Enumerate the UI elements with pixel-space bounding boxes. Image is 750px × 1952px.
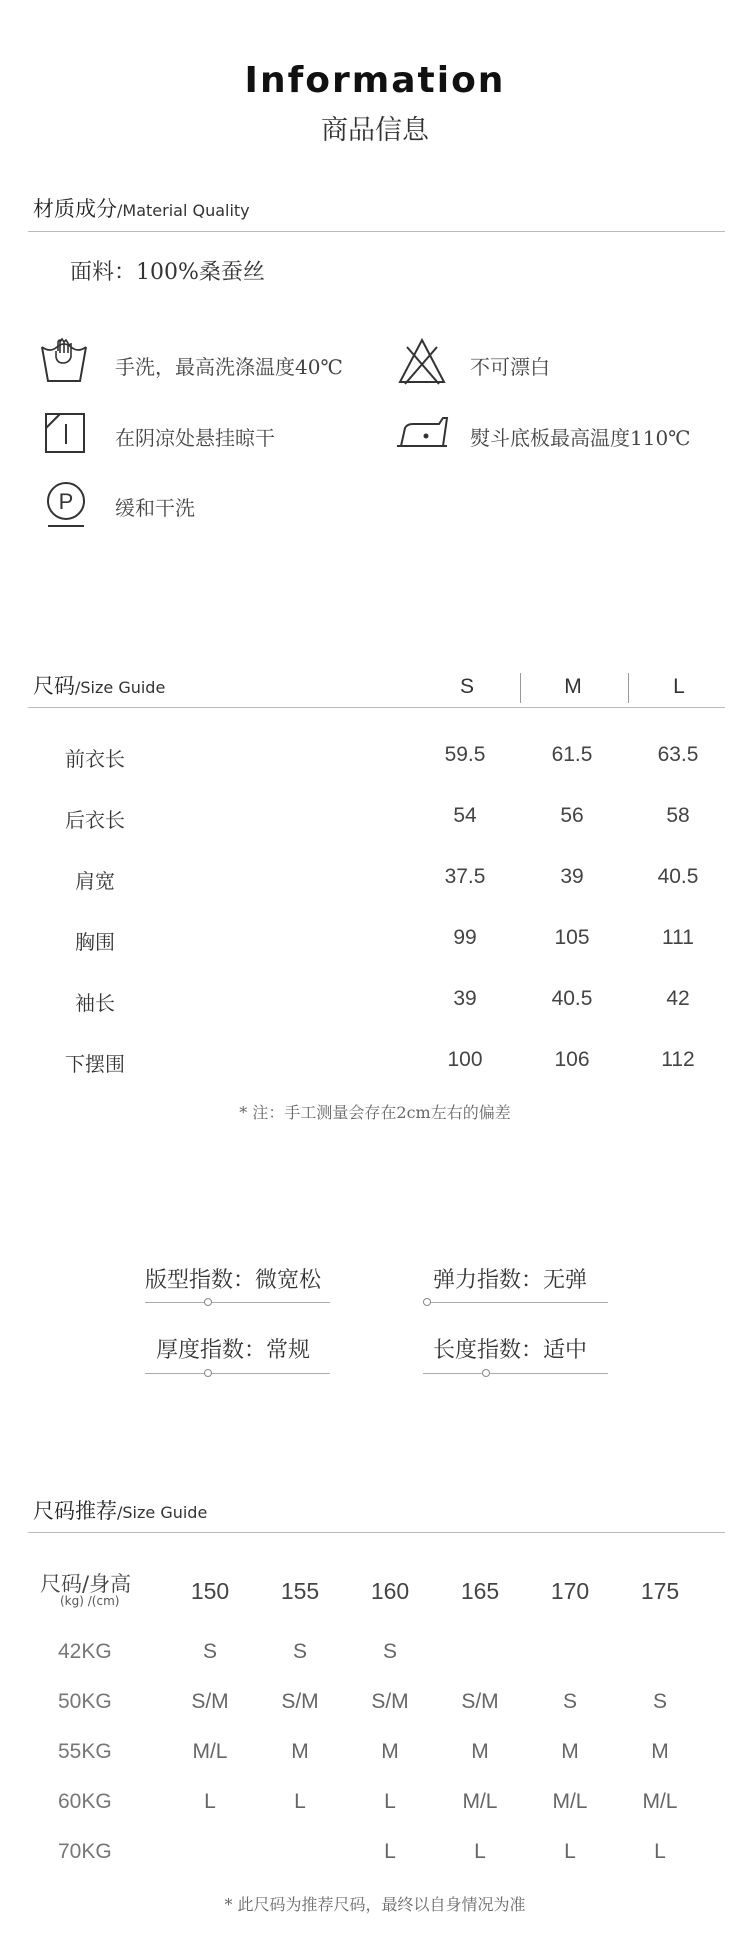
size-title-cn: 尺码 [33, 674, 75, 698]
fit-index-label: 版型指数：微宽松 [144, 1268, 321, 1293]
material-divider [28, 231, 725, 232]
size-row-label: 下摆围 [65, 1052, 125, 1076]
recommend-cell: M [651, 1740, 669, 1763]
fabric-composition: 面料：100%桑蚕丝 [70, 260, 265, 285]
height-header: 170 [550, 1578, 590, 1604]
recommend-cell: M/L [642, 1790, 678, 1813]
recommend-cell: M [471, 1740, 489, 1763]
recommend-section-title [33, 1495, 207, 1525]
svg-text:P: P [58, 489, 74, 514]
recommend-cell: L [564, 1840, 576, 1863]
size-cell: 37.5 [444, 865, 486, 888]
care-label-line-dry: 在阴凉处悬挂晾干 [115, 426, 275, 450]
size-cell: 39 [453, 987, 477, 1010]
recommend-cell: M [381, 1740, 399, 1763]
recommend-cell: M [561, 1740, 579, 1763]
recommend-cell: S [652, 1690, 667, 1713]
height-header: 175 [640, 1578, 680, 1604]
recommend-note: * 此尺码为推荐尺码，最终以自身情况为准 [224, 1895, 526, 1914]
thickness-index-marker [204, 1369, 212, 1377]
length-index-bar [423, 1373, 608, 1374]
size-cell: 100 [447, 1048, 483, 1071]
recommend-head-units: (kg) /(cm) [60, 1594, 120, 1608]
size-cell: 40.5 [551, 987, 593, 1010]
size-cell: 58 [666, 804, 690, 827]
care-label-no-bleach: 不可漂白 [470, 355, 550, 379]
size-header-divider [520, 673, 521, 703]
size-title-en: Size Guide [80, 678, 166, 697]
size-row-label: 肩宽 [75, 869, 115, 893]
weight-label: 50KG [58, 1690, 112, 1713]
recommend-cell: L [204, 1790, 216, 1813]
stretch-index-marker [423, 1298, 431, 1306]
care-label-dry-clean: 缓和干洗 [115, 496, 195, 520]
size-cell: 40.5 [657, 865, 699, 888]
height-header: 150 [190, 1578, 230, 1604]
material-title-en: Material Quality [122, 201, 250, 220]
weight-label: 42KG [58, 1640, 112, 1663]
recommend-cell: L [384, 1790, 396, 1813]
stretch-index-bar [423, 1302, 608, 1303]
size-header-l: L [673, 675, 685, 698]
length-index-label: 长度指数：适中 [432, 1338, 587, 1363]
recommend-cell: M/L [552, 1790, 588, 1813]
recommend-cell: S [292, 1640, 307, 1663]
recommend-cell: S [562, 1690, 577, 1713]
recommend-title-en: Size Guide [122, 1503, 208, 1522]
thickness-index-label: 厚度指数：常规 [155, 1338, 310, 1363]
size-cell: 42 [666, 987, 690, 1010]
recommend-title-cn: 尺码推荐 [33, 1499, 117, 1523]
care-label-hand-wash: 手洗，最高洗涤温度40℃ [115, 355, 343, 379]
recommend-cell: L [474, 1840, 486, 1863]
size-row-label: 后衣长 [65, 808, 125, 832]
size-header-m: M [564, 675, 582, 698]
recommend-cell: L [384, 1840, 396, 1863]
size-section-title [33, 670, 165, 700]
page-title-en: Information [244, 60, 506, 101]
size-cell: 112 [661, 1048, 695, 1071]
stretch-index-label: 弹力指数：无弹 [432, 1268, 587, 1293]
size-row-label: 胸围 [75, 930, 115, 954]
length-index-marker [482, 1369, 490, 1377]
fit-index-bar [145, 1302, 330, 1303]
recommend-cell: L [654, 1840, 666, 1863]
size-row-label: 袖长 [75, 991, 115, 1015]
weight-label: 70KG [58, 1840, 112, 1863]
height-header: 160 [370, 1578, 410, 1604]
no-bleach-icon [397, 337, 447, 385]
recommend-cell: M [291, 1740, 309, 1763]
size-cell: 63.5 [657, 743, 699, 766]
measurement-note: * 注：手工测量会存在2cm左右的偏差 [239, 1103, 511, 1122]
recommend-cell: M/L [462, 1790, 498, 1813]
care-label-iron: 熨斗底板最高温度110℃ [470, 426, 691, 450]
title-slash: / [75, 678, 81, 697]
size-cell: 106 [554, 1048, 590, 1071]
line-dry-shade-icon [44, 410, 86, 456]
size-cell: 111 [662, 926, 694, 949]
recommend-cell: S/M [461, 1690, 499, 1713]
recommend-cell: M/L [192, 1740, 228, 1763]
recommend-cell: S [382, 1640, 397, 1663]
size-cell: 105 [554, 926, 590, 949]
size-cell: 54 [453, 804, 477, 827]
title-slash: / [117, 1503, 123, 1522]
size-header-divider [628, 673, 629, 703]
size-row-label: 前衣长 [65, 747, 125, 771]
title-slash: / [117, 201, 123, 220]
size-cell: 39 [560, 865, 584, 888]
weight-label: 55KG [58, 1740, 112, 1763]
page-title-cn: 商品信息 [321, 115, 429, 146]
recommend-cell: S/M [281, 1690, 319, 1713]
recommend-cell: L [294, 1790, 306, 1813]
thickness-index-bar [145, 1373, 330, 1374]
size-cell: 61.5 [551, 743, 593, 766]
recommend-divider [28, 1532, 725, 1533]
recommend-cell: S [202, 1640, 217, 1663]
recommend-cell: S/M [191, 1690, 229, 1713]
fit-index-marker [204, 1298, 212, 1306]
size-cell: 99 [453, 926, 477, 949]
size-header-s: S [459, 675, 474, 698]
material-section-title [33, 193, 250, 223]
weight-label: 60KG [58, 1790, 112, 1813]
size-cell: 56 [560, 804, 584, 827]
hand-wash-icon [38, 337, 90, 385]
recommend-head-label: 尺码/身高 [40, 1572, 132, 1596]
height-header: 155 [280, 1578, 320, 1604]
iron-icon [395, 412, 451, 452]
recommend-cell: S/M [371, 1690, 409, 1713]
size-cell: 59.5 [444, 743, 486, 766]
height-header: 165 [460, 1578, 500, 1604]
material-title-cn: 材质成分 [33, 197, 117, 221]
gentle-dry-clean-icon [44, 480, 88, 528]
size-divider [28, 707, 725, 708]
